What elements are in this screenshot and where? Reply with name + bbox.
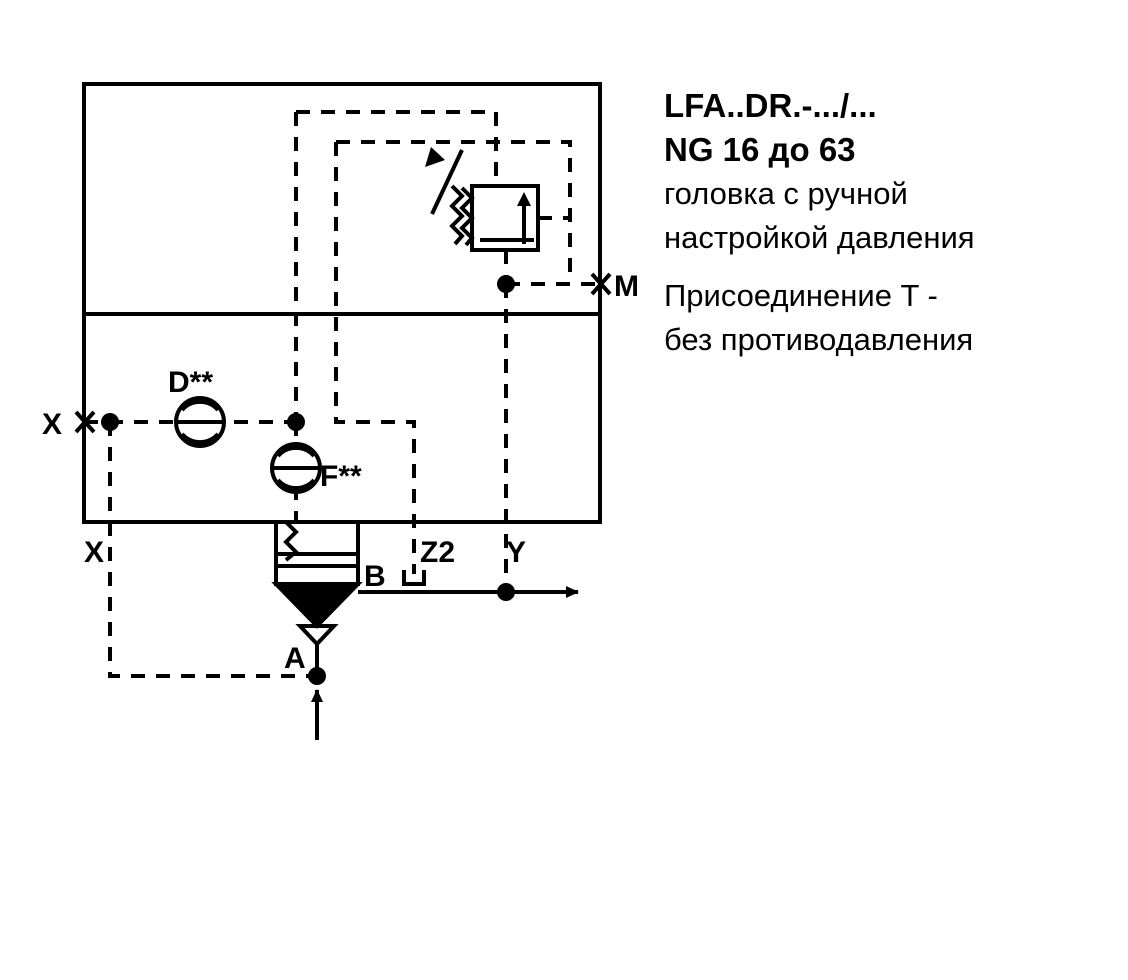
caption-line-size: NG 16 до 63	[664, 131, 856, 168]
label-port-z2: Z2	[420, 536, 456, 569]
label-port-x-left: X	[42, 408, 63, 441]
label-orifice-d: D**	[168, 366, 214, 399]
caption-line-desc-4: без противодавления	[664, 322, 974, 357]
orifice-f-symbol	[272, 444, 320, 492]
caption-line-desc-3: Присоединение T -	[664, 278, 938, 313]
caption-line-desc-2: настройкой давления	[664, 220, 975, 255]
label-orifice-f: F**	[320, 460, 362, 493]
caption-block	[664, 84, 1104, 362]
label-port-x-lower: X	[84, 536, 105, 569]
label-port-y: Y	[506, 536, 527, 569]
label-port-a: A	[284, 642, 306, 675]
pilot-spring-icon	[452, 186, 472, 245]
pilot-relief-valve	[472, 186, 538, 250]
main-poppet-cartridge	[276, 522, 358, 644]
caption-line-model: LFA..DR.-.../...	[664, 87, 877, 124]
label-port-b: B	[364, 560, 386, 593]
orifice-d-symbol	[176, 398, 224, 446]
caption-spacer	[664, 260, 1104, 274]
main-flow-lines	[317, 570, 578, 740]
valve-body-outline	[84, 84, 600, 522]
caption-line-desc-1: головка с ручной	[664, 176, 908, 211]
junction-dots	[101, 275, 515, 685]
label-port-m: M	[614, 270, 639, 303]
